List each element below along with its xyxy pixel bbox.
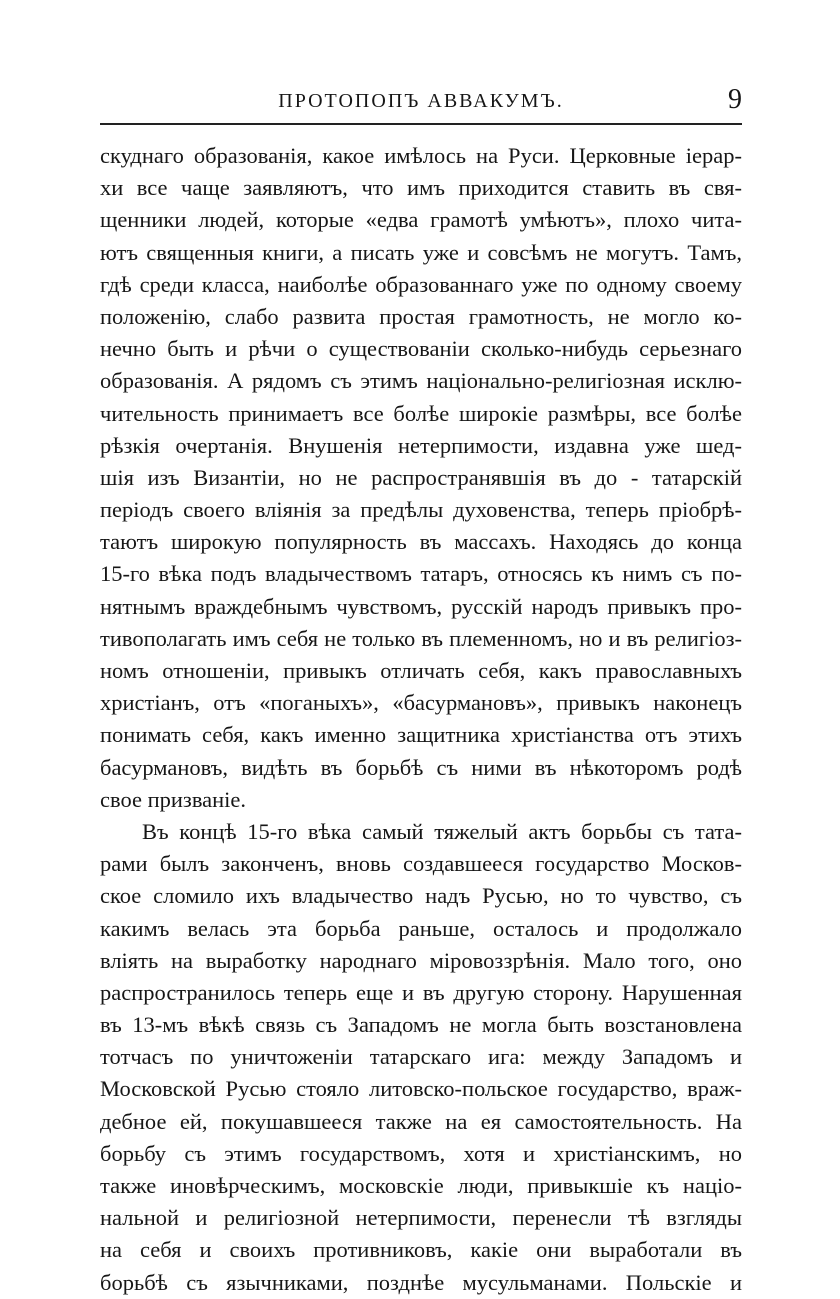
- text-line: образованія. А рядомъ съ этимъ національно-религіозная исклю-: [100, 368, 742, 394]
- text-line: вліять на выработку народнаго міровоззрѣнія. Мало того, оно: [100, 947, 742, 973]
- text-line: таютъ широкую популярность въ массахъ. Находясь до конца: [100, 529, 742, 555]
- text-line: въ 13-мъ вѣкѣ связь съ Западомъ не могла быть возстановлена: [100, 1012, 742, 1038]
- text-line: какимъ велась эта борьба раньше, осталось и продолжало: [100, 915, 742, 941]
- text-line: тотчасъ по уничтоженіи татарскаго ига: между Западомъ и: [100, 1044, 742, 1070]
- text-line: щенники людей, которые «едва грамотѣ умѣютъ», плохо чита-: [100, 207, 742, 233]
- text-line: ютъ священныя книги, а писать уже и совсѣмъ не могутъ. Тамъ,: [100, 239, 742, 265]
- text-line: тивополагать имъ себя не только въ племенномъ, но и въ религіоз-: [100, 625, 742, 651]
- text-line: періодъ своего вліянія за предѣлы духовенства, теперь пріобрѣ-: [100, 497, 742, 523]
- text-line: номъ отношеніи, привыкъ отличать себя, какъ православныхъ: [100, 658, 742, 683]
- text-line: ское сломило ихъ владычество надъ Русью, но то чувство, съ: [100, 883, 742, 909]
- running-title: ПРОТОПОПЪ АВВАКУМЪ.: [278, 90, 564, 112]
- text-line: положенію, слабо развита простая грамотность, не могло ко-: [100, 303, 742, 329]
- text-line: 15-го вѣка подъ владычествомъ татаръ, относясь къ нимъ съ по-: [100, 561, 742, 587]
- text-line: рами былъ законченъ, вновь создавшееся государство Москов-: [100, 851, 742, 877]
- text-line: скуднаго образованія, какое имѣлось на Руси. Церковные іерар-: [100, 143, 742, 168]
- text-line: шія изъ Византіи, но не распространявшія въ до - татарскій: [100, 464, 742, 490]
- text-line: борьбу съ этимъ государствомъ, хотя и христіанскимъ, но: [100, 1140, 742, 1166]
- text-line: также иновѣрческимъ, московскіе люди, привыкшіе къ націо-: [100, 1173, 742, 1198]
- header-rule: [100, 123, 742, 125]
- text-line: хи все чаще заявляютъ, что имъ приходится ставить въ свя-: [100, 175, 742, 201]
- text-line: гдѣ среди класса, наиболѣе образованнаго уже по одному своему: [100, 271, 742, 297]
- text-line: на себя и своихъ противниковъ, какіе они выработали въ: [100, 1237, 742, 1263]
- paragraph-start-line: Въ концѣ 15-го вѣка самый тяжелый актъ борьбы съ тата-: [142, 818, 742, 844]
- page-number: 9: [728, 84, 742, 115]
- page-header: [100, 86, 742, 122]
- text-line: нятнымъ враждебнымъ чувствомъ, русскій народъ привыкъ про-: [100, 593, 742, 619]
- text-line: христіанъ, отъ «поганыхъ», «басурмановъ», привыкъ наконецъ: [100, 690, 742, 716]
- text-line: рѣзкія очертанія. Внушенія нетерпимости, издавна уже шед-: [100, 432, 742, 458]
- paragraph-end-line: свое призваніе.: [100, 786, 247, 812]
- text-line: басурмановъ, видѣть въ борьбѣ съ ними въ нѣкоторомъ родѣ: [100, 754, 742, 780]
- text-line: дебное ей, покушавшееся также на ея самостоятельность. На: [100, 1108, 742, 1134]
- text-line: чительность принимаетъ все болѣе широкіе размѣры, все болѣе: [100, 400, 742, 426]
- text-line: нальной и религіозной нетерпимости, перенесли тѣ взгляды: [100, 1205, 742, 1231]
- text-line: Московской Русью стояло литовско-польское государство, враж-: [100, 1076, 742, 1102]
- text-line: распространилось теперь еще и въ другую сторону. Нарушенная: [100, 979, 742, 1005]
- text-line: борьбѣ съ язычниками, позднѣе мусульманами. Польскіе и: [100, 1269, 742, 1295]
- text-line: понимать себя, какъ именно защитника христіанства отъ этихъ: [100, 722, 742, 748]
- text-line: нечно быть и рѣчи о существованіи сколько-нибудь серьезнаго: [100, 336, 742, 362]
- body-text: [100, 140, 742, 1299]
